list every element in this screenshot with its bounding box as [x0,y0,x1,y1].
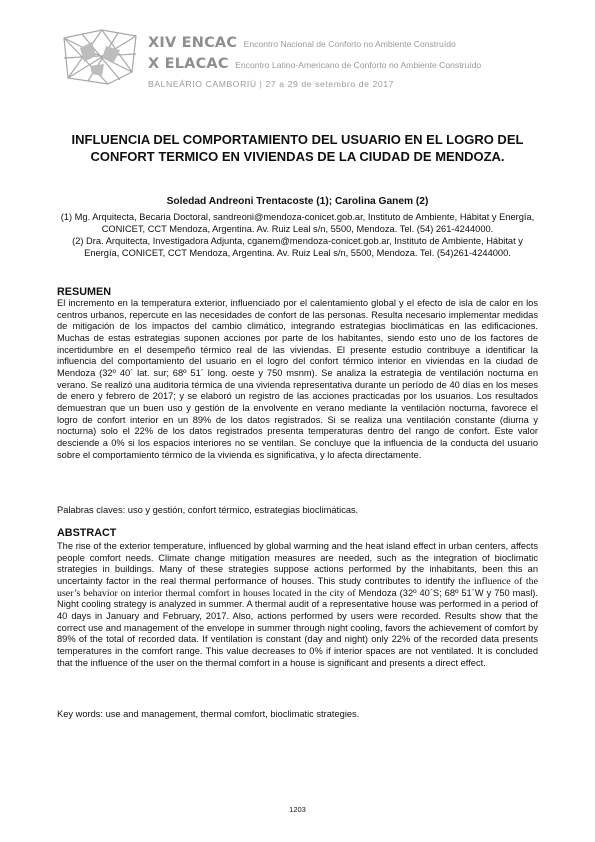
abstract-text-c: Mendoza (32º 40´S; 68º 51´W y 750 masl). Night cooling strategy is analyzed in summer. A thermal audit of a representative house was performed in a period of 40 days in January and February, 2017. Also, actions performed by users were recorded. Results show that the correct use and management of the envelope in summer through night cooling, favors the achievement of comfort by 89% of the total of recorded data. If ventilation is constant (day and night) only 22% of the recorded data presents temperatures in the comfort range. This value decreases to 0% if interior spaces are not ventilated. It is concluded that the influence of the user on the thermal comfort in a house is significant and presents a direct effect. [57,587,538,668]
conference-line-1 [148,34,456,52]
conference-line-2 [148,55,481,73]
resumen-body: El incremento en la temperatura exterior, influenciado por el calentamiento global y el efecto de isla de calor en los centros urbanos, repercute en las necesidades de confort de las personas. Resulta necesario implementar medidas de mitigación de los impactos del cambio climático, integrando estrategias bioclimáticas en las edificaciones. Muchas de estas estrategias suponen acciones por parte de los habitantes, siendo esto uno de los factores de incertidumbre en el desempeño térmico real de las viviendas. El presente estudio contribuye a identificar la influencia del comportamiento del usuario en el logro del confort térmico interior en viviendas en la ciudad de Mendoza (32º 40´ lat. sur; 68º 51´ long. oeste y 750 msnm). Se analiza la estrategia de ventilación nocturna en verano. Se realizó una auditoria térmica de una vivienda representativa durante un período de 40 días en los meses de enero y febrero de 2017; y se elaboró un registro de las acciones practicadas por los usuarios. Los resultados demuestran que un buen uso y gestión de la envolvente en verano mediante la ventilación nocturna, favorece el logro de confort interior en un 89% de los datos registrados. Si se realiza una ventilación constante (diurna y nocturna) solo el 22% de los datos registrados presenta temperaturas dentro del rango de confort. Este valor desciende a 0% si los espacios interiores no se ventilan. Se concluye que la influencia de la conducta del usuario sobre el comportamiento térmico de la vivienda es significativa, y lo afecta directamente. [57,298,538,460]
abstract-text-a: The rise of the exterior temperature, influenced by global warming and the heat island effect in urban centers, affects people comfort needs. Climate change mitigation measures are needed, such as the integration of bioclimatic strategies in buildings. Many of these strategies suppose actions performed by the inhabitants, been this an uncertainty factor in the real thermal performance of houses. This study contributes to identify [57,541,538,586]
author-affiliations [56,211,539,259]
page-number: 1203 [289,805,306,814]
abstract-body [57,541,538,669]
abstract-text-b: the influence of the user’s behavior on interior thermal comfort in houses located in the city of [57,575,538,599]
conference-logo [62,28,138,86]
abstract-keywords: Key words: use and management, thermal comfort, bioclimatic strategies. [57,709,360,719]
paper-authors: Soledad Andreoni Trentacoste (1); Carolina Ganem (2) [166,196,429,207]
resumen-heading: RESUMEN [57,286,111,298]
affiliation-1: (1) Mg. Arquitecta, Becaria Doctoral, sandreoni@mendoza-conicet.gob.ar, Instituto de Ambiente, Hábitat y Energía, CONICET, CCT Mendoza, Argentina. Av. Ruiz Leal s/n, 5500, Mendoza. Tel. (54) 261-4244000. [60,212,535,234]
affiliation-2: (2) Dra. Arquitecta, Investigadora Adjunta, cganem@mendoza-conicet.gob.ar, Instituto de Ambiente, Hábitat y Energía, CONICET, CCT Mendoza, Argentina. Av. Ruiz Leal s/n, 5500, Mendoza. Tel. (54)261-4244000. [72,236,523,258]
conference-name-2: Encontro Latino-Americano de Conforto no Ambiente Construído [235,60,482,70]
conference-acronym-1: XIV ENCAC [148,35,238,51]
abstract-heading: ABSTRACT [57,527,117,539]
conference-acronym-2: X ELACAC [148,56,229,72]
resumen-keywords: Palabras claves: uso y gestión, confort térmico, estrategias bioclimáticas. [57,505,359,515]
paper-title: INFLUENCIA DEL COMPORTAMIENTO DEL USUARIO EN EL LOGRO DEL CONFORT TERMICO EN VIVIENDAS DE LA CIUDAD DE MENDOZA. [71,132,524,164]
conference-place-date: BALNEÁRIO CAMBORIÚ | 27 a 29 de setembro de 2017 [148,79,394,89]
conference-name-1: Encontro Nacional de Conforto no Ambiente Construído [243,39,456,49]
conference-header [62,28,542,108]
